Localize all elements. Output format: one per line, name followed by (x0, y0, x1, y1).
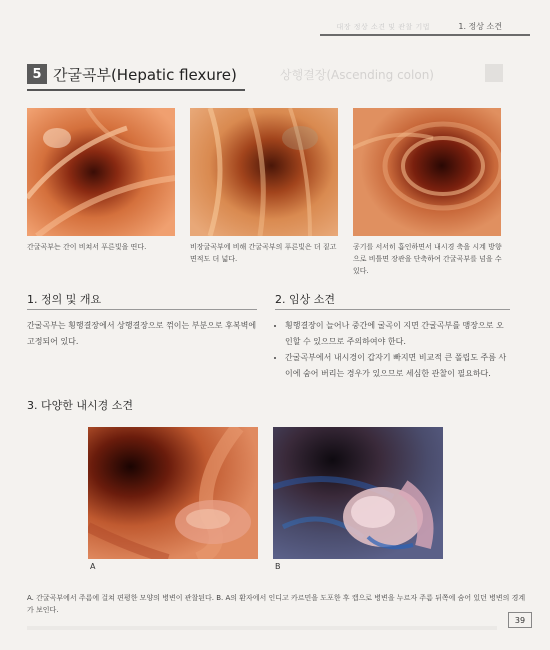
header-section-title: 1. 정상 소견 (458, 22, 502, 31)
section-1-rule (27, 309, 257, 310)
endoscopy-photo-b (273, 427, 443, 559)
section-1-heading: 1. 정의 및 개요 (27, 293, 102, 306)
section-2-bullets (275, 318, 507, 382)
bleed-through-line (27, 626, 497, 630)
header-rule (320, 34, 530, 36)
photo-caption-1: 간굴곡부는 간이 비쳐서 푸른빛을 띤다. (27, 243, 147, 251)
photo-caption-3: 공기를 서서히 흡인하면서 내시경 축을 시계 방향으로 비틀면 장관을 단축하여 간굴곡부를 넘을 수 있다. (353, 243, 502, 275)
section-1-text: 간굴곡부는 횡행결장에서 상행결장으로 꺾이는 부분으로 후복벽에 고정되어 있다. (27, 321, 257, 346)
endoscopy-photo-1 (27, 108, 175, 236)
figure-caption: A. 간굴곡부에서 주름에 걸쳐 편평한 모양의 병변이 관찰된다. B. A의 환자에서 인디고 카르민을 도포한 후 캡으로 병변을 누르자 주름 뒤쪽에 숨어 있던 병변의 경계가 보인다. (27, 594, 526, 614)
section-2-bullet: • 횡행결장이 늘어나 중간에 굴곡이 지면 간굴곡부를 맹장으로 오인할 수 있으므로 주의하여야 한다. (285, 318, 507, 350)
figure-label-a: A (90, 562, 96, 571)
endoscopy-photo-a (88, 427, 258, 559)
header-ghost-text: 대장 정상 소견 및 관찰 기법 (336, 23, 430, 31)
page-header (0, 18, 550, 38)
page-number: 39 (508, 612, 532, 628)
figure-label-b: B (275, 562, 281, 571)
chapter-title (27, 62, 237, 86)
title-underline (27, 89, 245, 91)
section-3-heading: 3. 다양한 내시경 소견 (27, 399, 133, 412)
photo-caption-2: 비장굴곡부에 비해 간굴곡부의 푸른빛은 더 짙고 면적도 더 넓다. (190, 243, 337, 263)
section-2-rule (275, 309, 510, 310)
title-text: 간굴곡부(Hepatic flexure) (53, 65, 237, 84)
endoscopy-photo-2 (190, 108, 338, 236)
bleed-through-title: 상행결장(Ascending colon) (280, 68, 434, 82)
section-2-heading: 2. 임상 소견 (275, 293, 335, 306)
title-number-badge: 5 (27, 64, 47, 84)
endoscopy-photo-3 (353, 108, 501, 236)
section-2-bullet: • 간굴곡부에서 내시경이 갑자기 빠지면 비교적 큰 폴립도 주름 사이에 숨어 버리는 경우가 있으므로 세심한 관찰이 필요하다. (285, 350, 507, 382)
bleed-through-box (485, 64, 503, 82)
